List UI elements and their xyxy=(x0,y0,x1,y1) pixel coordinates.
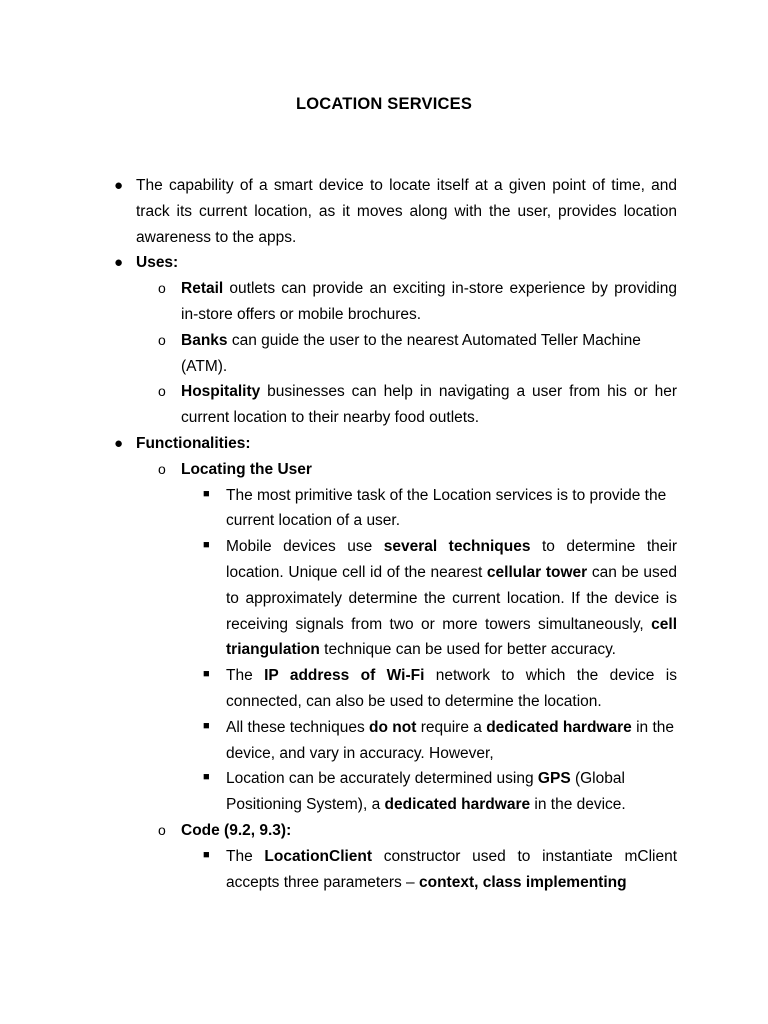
uses-item-hospitality xyxy=(158,379,677,431)
circle-bullet-icon: o xyxy=(158,331,166,348)
text-run: Mobile devices use xyxy=(226,538,384,556)
page-title: LOCATION SERVICES xyxy=(295,95,473,113)
bold-run: do not xyxy=(369,718,417,736)
text-run: The xyxy=(226,667,265,685)
text-run: technique can be used for better accuracy. xyxy=(319,641,616,659)
text-run: require a xyxy=(416,718,487,736)
square-bullet-icon: ■ xyxy=(203,771,210,784)
locating-user-item xyxy=(158,457,677,818)
square-bullet-icon: ■ xyxy=(203,539,210,552)
uses-item-bold: Banks xyxy=(181,331,228,349)
locating-user-list xyxy=(181,483,677,818)
text-run: in the device, and vary in accuracy. However, xyxy=(226,718,674,762)
code-item xyxy=(158,818,678,895)
text-run: in the device. xyxy=(530,796,626,814)
locating-point-4 xyxy=(203,715,677,767)
code-list xyxy=(181,844,677,896)
square-bullet-icon: ■ xyxy=(203,719,210,732)
circle-bullet-icon: o xyxy=(158,383,166,400)
text-run: constructor used to instantiate mClient accepts three parameters – xyxy=(226,847,678,891)
uses-list xyxy=(136,276,677,431)
bold-run: GPS xyxy=(537,770,571,788)
functionalities-label: Functionalities: xyxy=(136,434,251,452)
bold-run: context, class implementing xyxy=(419,873,627,891)
locating-point-5 xyxy=(203,766,677,818)
document-body xyxy=(0,173,768,895)
text-run: The xyxy=(226,847,265,865)
bold-run: several techniques xyxy=(383,538,531,556)
bold-run: cellular tower xyxy=(486,563,588,581)
text-run: can be used to approximately determine the current location. If the device is receiving signals from two or more towers simultaneously, xyxy=(226,563,677,633)
uses-item xyxy=(114,250,677,431)
uses-item-banks xyxy=(158,328,677,380)
square-bullet-icon: ■ xyxy=(203,487,210,500)
text-run: Location can be accurately determined using xyxy=(226,770,538,788)
uses-item-bold: Retail xyxy=(181,280,224,298)
bold-run: cell triangulation xyxy=(226,615,677,659)
top-level-list xyxy=(0,173,768,895)
bold-run: LocationClient xyxy=(264,847,373,865)
uses-label: Uses: xyxy=(136,254,179,272)
functionalities-list xyxy=(136,457,677,896)
locating-point-2 xyxy=(203,534,677,663)
bold-run: dedicated hardware xyxy=(486,718,632,736)
code-label: Code (9.2, 9.3): xyxy=(181,821,292,839)
bullet-icon: ● xyxy=(114,434,124,452)
circle-bullet-icon: o xyxy=(158,821,166,838)
circle-bullet-icon: o xyxy=(158,460,166,477)
bold-run: dedicated hardware xyxy=(384,796,531,814)
code-point-1 xyxy=(203,844,678,896)
text-run: (Global Positioning System), a xyxy=(226,770,625,814)
intro-text: The capability of a smart device to locate itself at a given point of time, and track its current location, as it moves along with the user, provides location awareness to the apps. xyxy=(136,177,677,246)
bold-run: IP address of Wi-Fi xyxy=(264,667,425,685)
bullet-icon: ● xyxy=(114,177,124,194)
functionalities-item xyxy=(114,431,678,895)
uses-item-text: outlets can provide an exciting in-store experience by providing in-store offers or mobile brochures. xyxy=(181,280,677,323)
text-run: network to which the device is connected, can also be used to determine the location. xyxy=(226,667,677,710)
locating-point-text: The most primitive task of the Location services is to provide the current location of a user. xyxy=(226,486,667,530)
square-bullet-icon: ■ xyxy=(203,668,210,681)
square-bullet-icon: ■ xyxy=(203,848,210,861)
intro-item xyxy=(114,173,677,250)
uses-item-text: can guide the user to the nearest Automated Teller Machine (ATM). xyxy=(181,331,641,375)
circle-bullet-icon: o xyxy=(158,280,166,297)
bullet-icon: ● xyxy=(114,254,124,272)
locating-point-3 xyxy=(203,663,677,715)
locating-point-1 xyxy=(203,483,677,535)
uses-item-bold: Hospitality xyxy=(181,383,261,401)
locating-user-label: Locating the User xyxy=(181,460,312,478)
text-run: All these techniques xyxy=(226,718,370,736)
uses-item-retail xyxy=(158,276,677,328)
uses-item-text: businesses can help in navigating a user from his or her current location to their nearby food outlets. xyxy=(181,383,677,427)
text-run: to determine their location. Unique cell id of the nearest xyxy=(226,538,677,581)
